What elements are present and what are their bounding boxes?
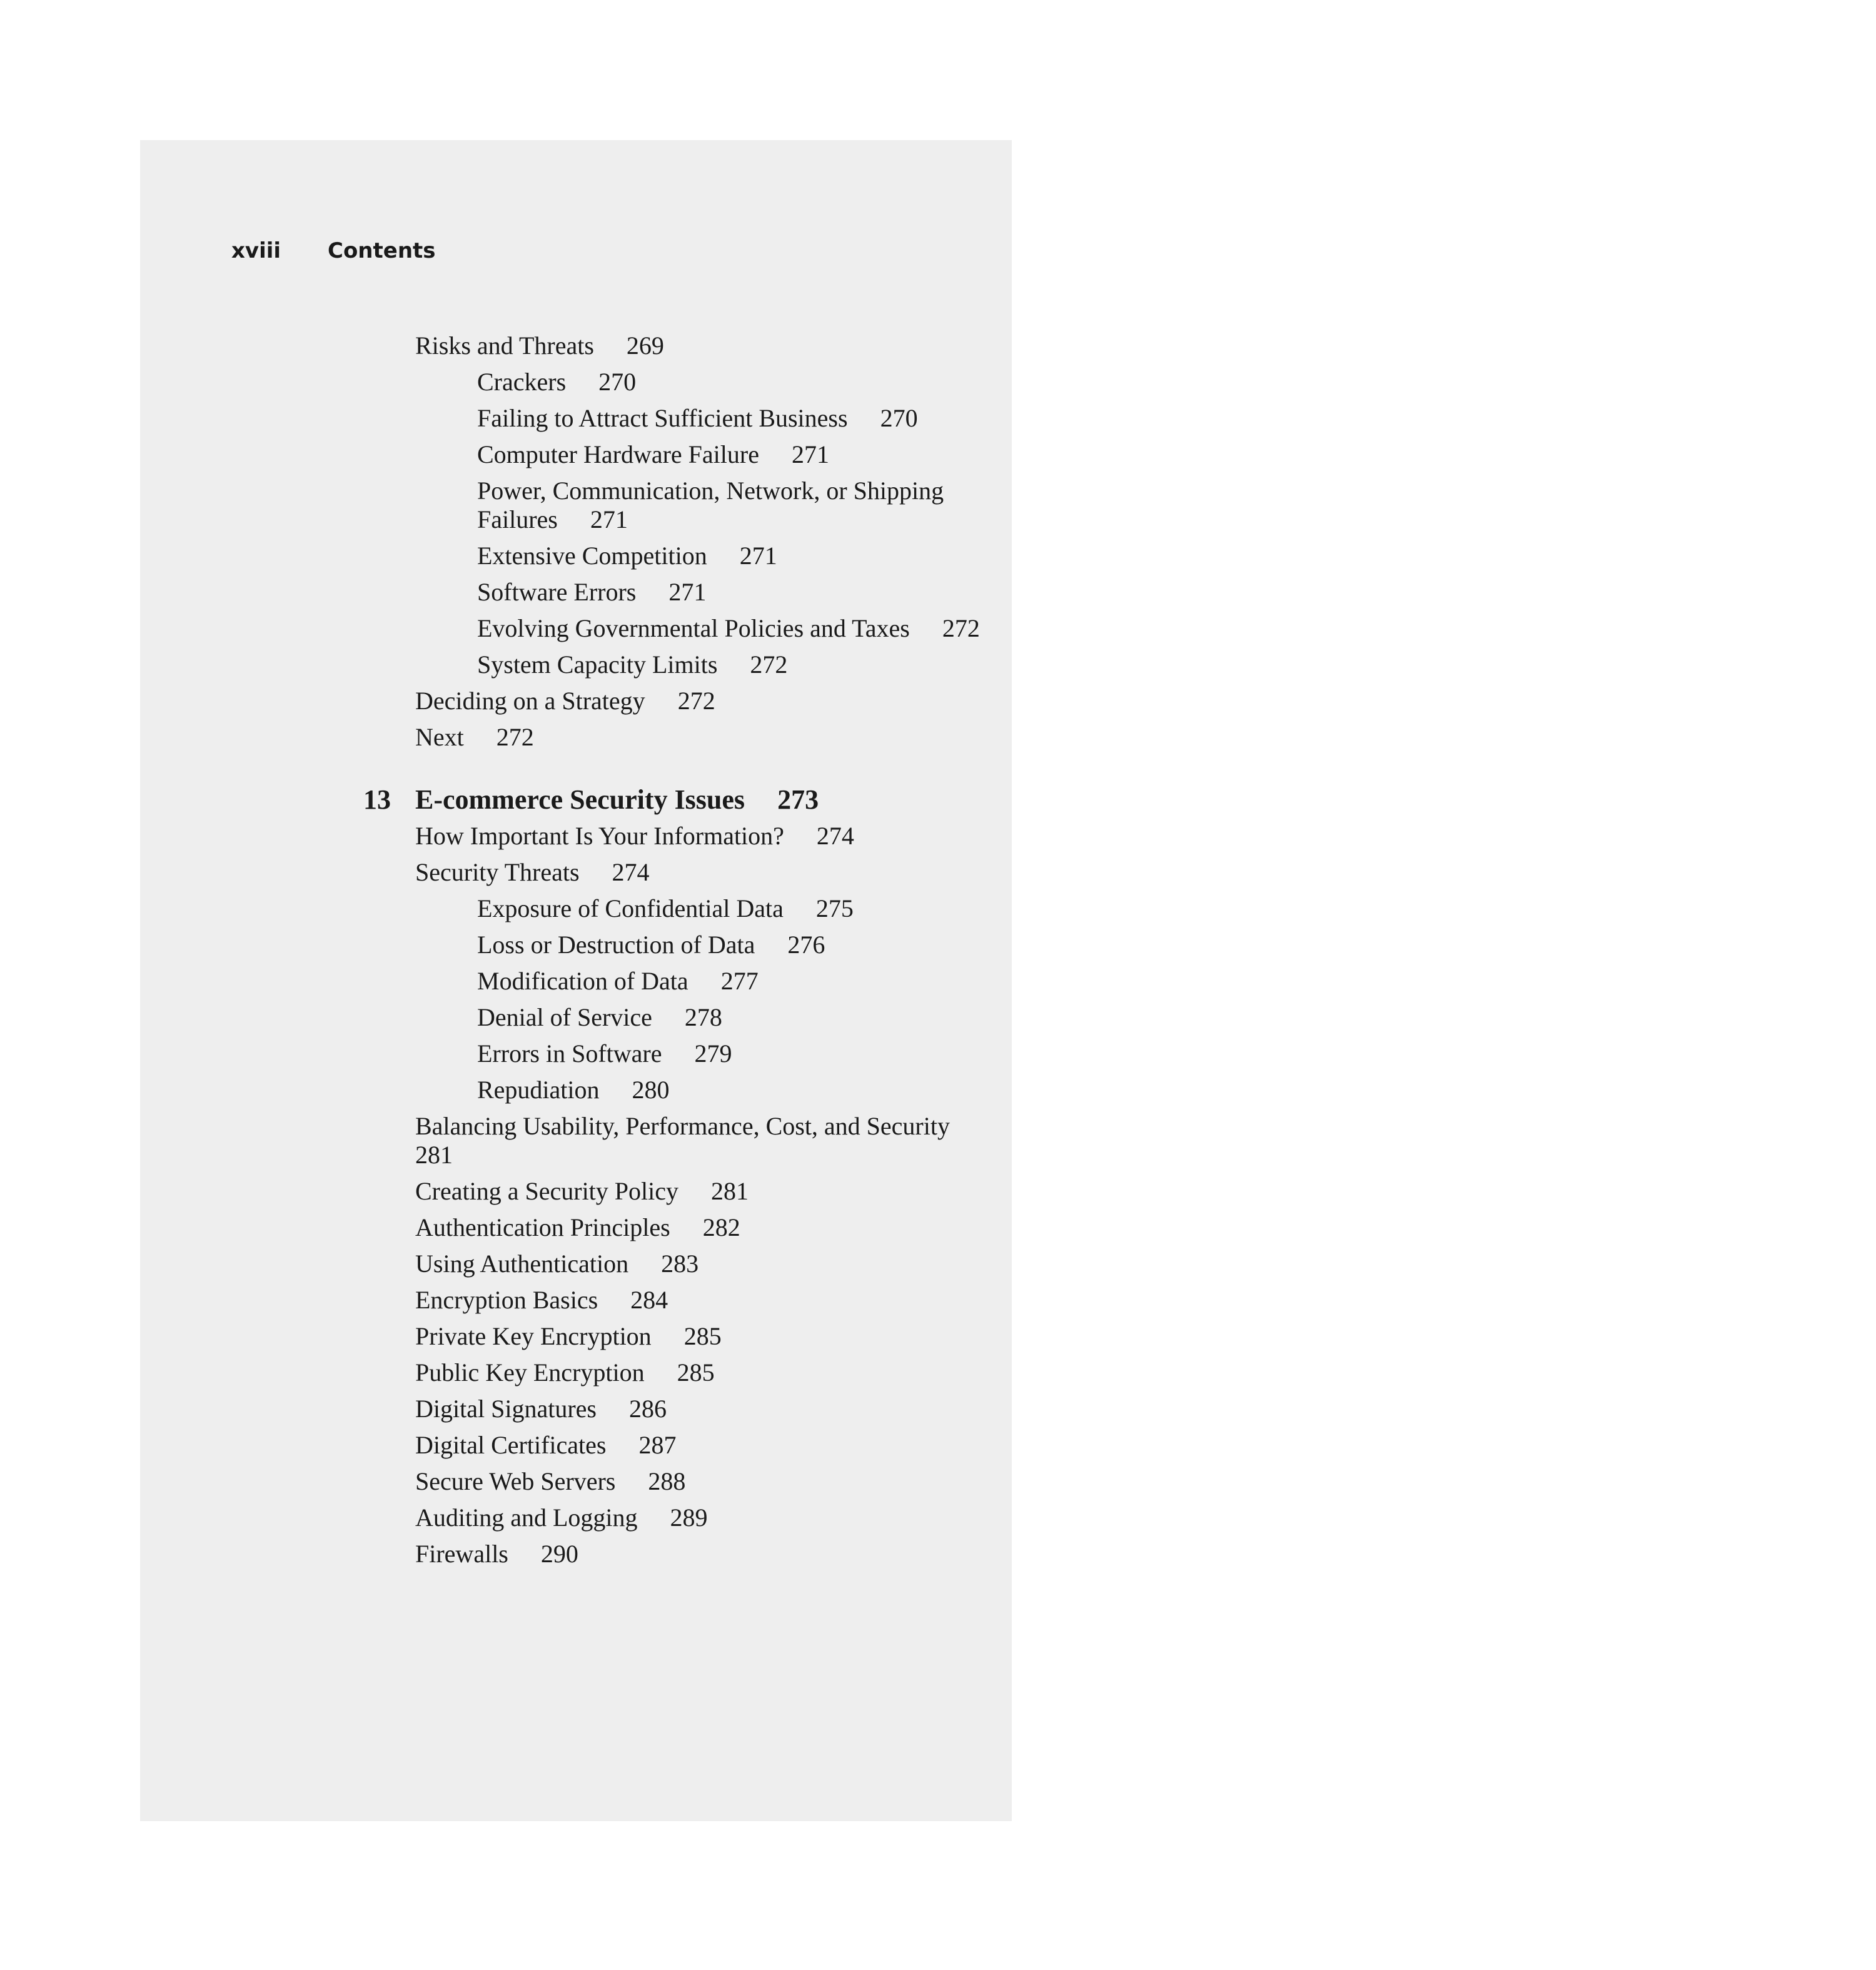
toc-entry-page: 275 <box>815 894 854 922</box>
toc-entry <box>140 1536 1012 1572</box>
toc-entry <box>140 1072 1012 1108</box>
toc-entry <box>140 610 1012 647</box>
toc-entry-page: 271 <box>739 542 777 570</box>
toc-entry-page: 272 <box>677 687 715 715</box>
toc-entry-page: 269 <box>626 331 664 360</box>
toc-entry <box>140 437 1012 473</box>
toc-entry <box>140 1391 1012 1427</box>
toc-entry-page: 274 <box>816 822 854 850</box>
toc-entry <box>140 1427 1012 1463</box>
toc-entry <box>140 538 1012 574</box>
toc-entry-title: Extensive Competition <box>477 542 707 570</box>
toc-entry <box>140 891 1012 927</box>
toc-entry-title: Balancing Usability, Performance, Cost, and Security <box>415 1112 950 1140</box>
toc-entry-page: 281 <box>711 1177 749 1205</box>
toc-entry <box>140 647 1012 683</box>
toc-entry-page: 287 <box>638 1431 677 1459</box>
toc-entry-title: Denial of Service <box>477 1003 652 1031</box>
toc-entry-page: 290 <box>540 1540 578 1568</box>
running-head-title: Contents <box>328 238 436 263</box>
toc-entry <box>140 1355 1012 1391</box>
toc-entry-title: Power, Communication, Network, or Shipping Failures <box>477 477 944 533</box>
toc-entry-title: Secure Web Servers <box>415 1467 616 1495</box>
toc-entry-title: Loss or Destruction of Data <box>477 931 755 959</box>
toc-entry-page: 270 <box>880 404 918 432</box>
toc-entry-page: 284 <box>630 1286 668 1314</box>
toc-entry-page: 278 <box>684 1003 722 1031</box>
toc-entry-page: 270 <box>598 368 637 396</box>
toc-entry-page: 288 <box>648 1467 686 1495</box>
toc-entry <box>140 963 1012 999</box>
toc-entry-title: Modification of Data <box>477 967 688 995</box>
toc-entry-title: Security Threats <box>415 858 580 886</box>
toc-entry-title: Software Errors <box>477 578 637 606</box>
toc-entry <box>140 927 1012 963</box>
toc-entry-title: Risks and Threats <box>415 331 594 360</box>
toc-entry-page: 279 <box>694 1039 732 1068</box>
toc-entry-page: 276 <box>787 931 825 959</box>
toc-entry-page: 283 <box>661 1250 699 1278</box>
toc-entry-title: Deciding on a Strategy <box>415 687 645 715</box>
toc-entry-title: Authentication Principles <box>415 1213 670 1241</box>
toc-entry-page: 271 <box>668 578 707 606</box>
toc-entry-title: Repudiation <box>477 1076 600 1104</box>
toc-entry <box>140 473 971 538</box>
toc-entry <box>140 683 1012 719</box>
toc-entry-page: 280 <box>632 1076 670 1104</box>
table-of-contents <box>140 328 1012 1572</box>
toc-entry-title: Creating a Security Policy <box>415 1177 679 1205</box>
toc-entry <box>140 1108 966 1173</box>
toc-entry-title: Computer Hardware Failure <box>477 440 759 468</box>
chapter-number: 13 <box>363 784 391 815</box>
toc-entry <box>140 719 1012 755</box>
toc-entry-page: 282 <box>702 1213 740 1241</box>
toc-entry <box>140 1173 1012 1210</box>
toc-entry-title: Evolving Governmental Policies and Taxes <box>477 614 910 642</box>
toc-entry-page: 271 <box>791 440 829 468</box>
toc-entry-title: Digital Signatures <box>415 1395 597 1423</box>
toc-entry <box>140 999 1012 1036</box>
toc-entry <box>140 400 1012 437</box>
toc-entry-page: 289 <box>670 1503 708 1532</box>
toc-entry <box>140 818 1012 854</box>
toc-entry-title: Auditing and Logging <box>415 1503 638 1532</box>
chapter-title: E-commerce Security Issues <box>415 784 745 815</box>
toc-entry <box>140 1282 1012 1318</box>
page-folio: xviii <box>231 238 281 263</box>
toc-entry-page: 272 <box>496 723 534 751</box>
toc-chapter-heading <box>140 782 1012 818</box>
toc-entry-page: 272 <box>942 614 980 642</box>
toc-entry-title: Crackers <box>477 368 567 396</box>
toc-entry <box>140 1036 1012 1072</box>
toc-entry <box>140 328 1012 364</box>
toc-entry-title: Firewalls <box>415 1540 508 1568</box>
toc-section-chapter-13 <box>140 818 1012 1572</box>
toc-entry <box>140 364 1012 400</box>
book-page <box>140 140 1012 1821</box>
toc-entry-page: 286 <box>628 1395 667 1423</box>
toc-entry-title: Encryption Basics <box>415 1286 598 1314</box>
toc-entry <box>140 854 1012 891</box>
toc-entry-title: Public Key Encryption <box>415 1358 645 1387</box>
toc-entry-page: 277 <box>720 967 759 995</box>
toc-entry-title: Next <box>415 723 464 751</box>
toc-entry-title: Using Authentication <box>415 1250 629 1278</box>
chapter-page: 273 <box>777 784 819 815</box>
toc-entry-title: System Capacity Limits <box>477 650 718 679</box>
toc-entry-page: 285 <box>677 1358 715 1387</box>
toc-entry-title: Exposure of Confidential Data <box>477 894 784 922</box>
toc-entry-page: 272 <box>750 650 788 679</box>
toc-entry-title: Private Key Encryption <box>415 1322 652 1350</box>
toc-entry-title: Digital Certificates <box>415 1431 607 1459</box>
toc-entry-page: 271 <box>590 505 628 533</box>
toc-entry-title: How Important Is Your Information? <box>415 822 784 850</box>
toc-entry-title: Failing to Attract Sufficient Business <box>477 404 848 432</box>
toc-entry <box>140 1500 1012 1536</box>
toc-entry-page: 281 <box>415 1141 453 1169</box>
toc-entry <box>140 1246 1012 1282</box>
toc-entry <box>140 574 1012 610</box>
toc-section-chapter-12 <box>140 328 1012 755</box>
toc-entry-title: Errors in Software <box>477 1039 662 1068</box>
toc-entry-page: 274 <box>612 858 650 886</box>
toc-entry <box>140 1210 1012 1246</box>
toc-entry <box>140 1463 1012 1500</box>
toc-entry-page: 285 <box>683 1322 722 1350</box>
toc-entry <box>140 1318 1012 1355</box>
